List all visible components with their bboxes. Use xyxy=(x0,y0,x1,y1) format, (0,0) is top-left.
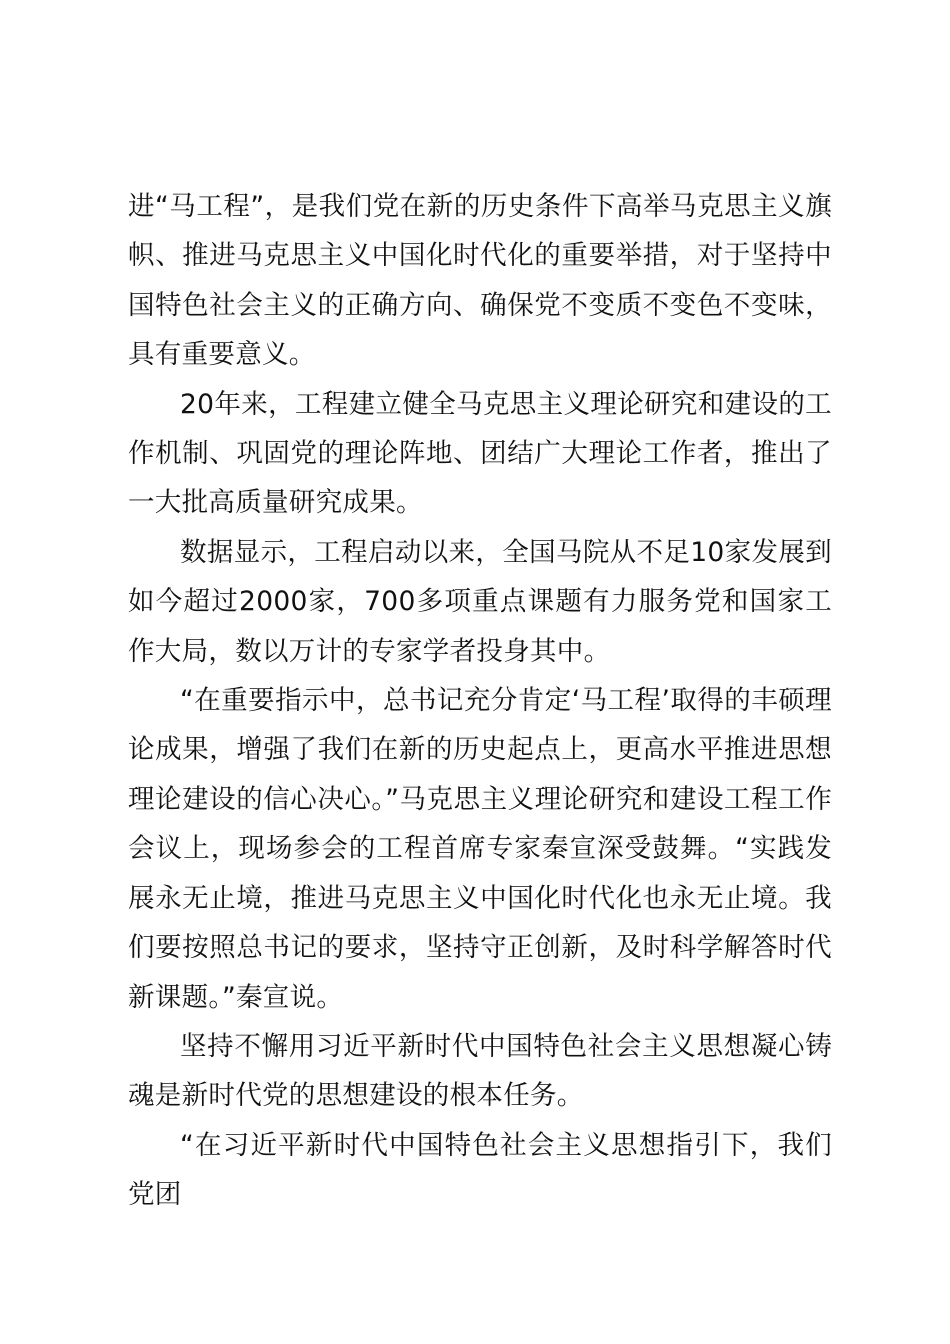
paragraph-1: 进“马工程”，是我们党在新的历史条件下高举马克思主义旗帜、推进马克思主义中国化时代化的重要举措，对于坚持中国特色社会主义的正确方向、确保党不变质不变色不变味，具有重要意义。 xyxy=(128,191,832,371)
paragraph-6: “在习近平新时代中国特色社会主义思想指引下，我们党团 xyxy=(128,1129,832,1211)
document-body xyxy=(128,182,832,1220)
paragraph-3: 数据显示，工程启动以来，全国马院从不足10家发展到如今超过2000家，700多项重点课题有力服务党和国家工作大局，数以万计的专家学者投身其中。 xyxy=(128,536,832,667)
paragraph-5: 坚持不懈用习近平新时代中国特色社会主义思想凝心铸魂是新时代党的思想建设的根本任务。 xyxy=(128,1030,832,1112)
paragraph-4: “在重要指示中，总书记充分肯定‘马工程’取得的丰硕理论成果，增强了我们在新的历史起点上，更高水平推进思想理论建设的信心决心。”马克思主义理论研究和建设工程工作会议上，现场参会的工程首席专家秦宣深受鼓舞。“实践发展永无止境，推进马克思主义中国化时代化也永无止境。我们要按照总书记的要求，坚持守正创新，及时科学解答时代新课题。”秦宣说。 xyxy=(128,685,832,1013)
paragraph-2: 20年来，工程建立健全马克思主义理论研究和建设的工作机制、巩固党的理论阵地、团结广大理论工作者，推出了一大批高质量研究成果。 xyxy=(128,388,832,519)
